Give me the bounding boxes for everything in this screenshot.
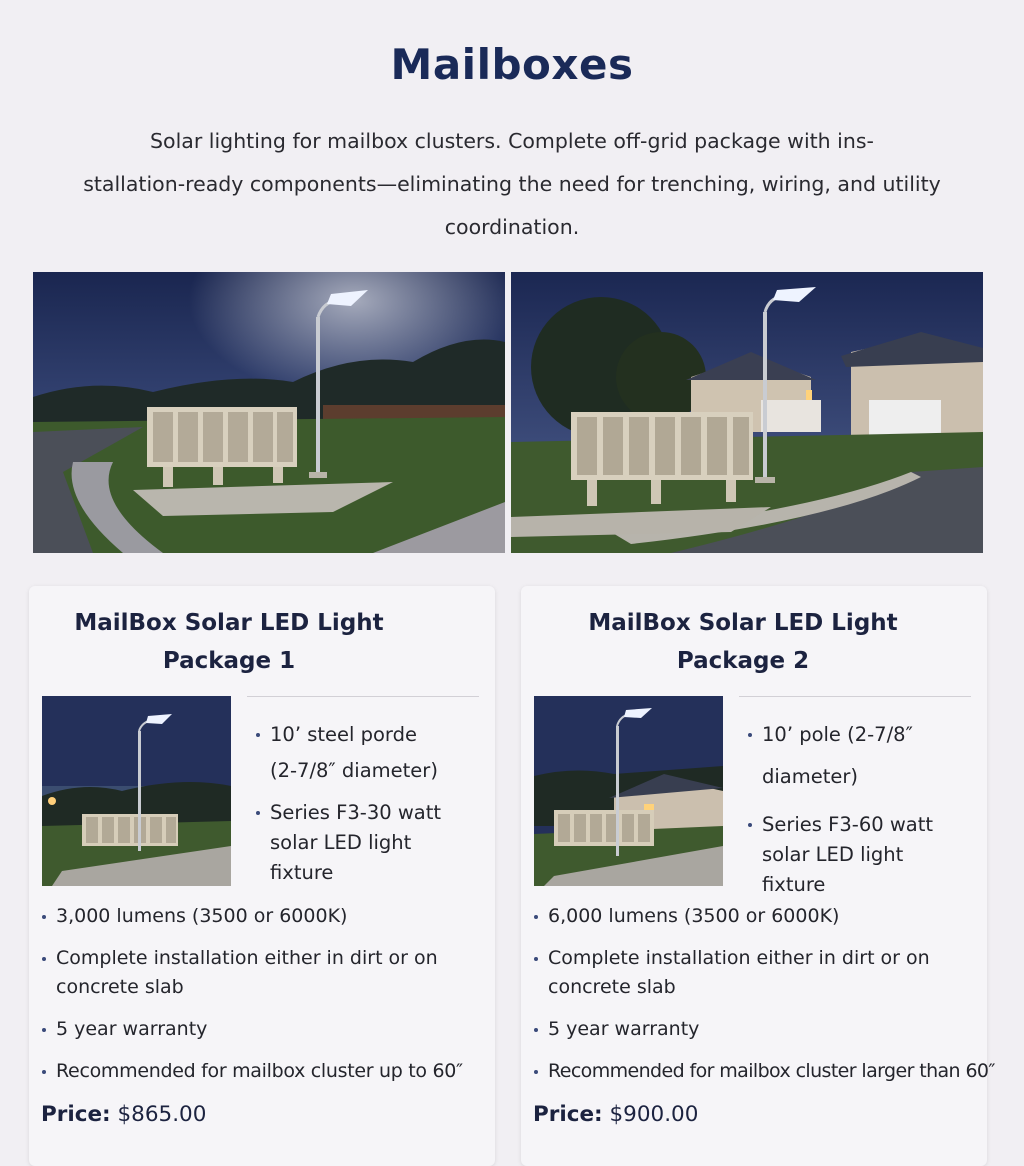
price xyxy=(533,1102,698,1127)
package-title-line1: MailBox Solar LED Light xyxy=(74,610,384,636)
feature-item: 10’ steel porde xyxy=(254,714,486,756)
feature-item: Series F3-60 watt xyxy=(746,810,978,840)
price-value: $900.00 xyxy=(609,1102,699,1127)
feature-item: 5 year warranty xyxy=(532,1015,1002,1044)
feature-item: concrete slab xyxy=(56,976,184,998)
feature-item: concrete slab xyxy=(548,976,676,998)
package-card-1 xyxy=(29,586,495,1166)
intro-text xyxy=(60,120,964,249)
package-thumbnail xyxy=(42,696,231,886)
feature-item: 10’ pole (2-7/8″ xyxy=(746,714,978,756)
feature-item: diameter) xyxy=(762,765,859,788)
package-title-line2: Package 2 xyxy=(676,648,810,674)
divider xyxy=(247,696,479,697)
feature-item: Series F3-30 watt xyxy=(254,798,486,828)
feature-item: fixture xyxy=(762,873,826,896)
feature-list xyxy=(40,902,510,1099)
feature-item: Recommended for mailbox cluster up to 60″ xyxy=(40,1057,510,1086)
feature-item: Recommended for mailbox cluster larger than 60″ xyxy=(532,1057,1002,1086)
feature-item: fixture xyxy=(270,861,334,884)
feature-item: Complete installation either in dirt or on xyxy=(40,944,510,973)
side-feature-list xyxy=(746,714,978,900)
page-title: Mailboxes xyxy=(390,40,634,89)
package-title-line2: Package 1 xyxy=(162,648,296,674)
divider xyxy=(739,696,971,697)
hero-image-neighborhood xyxy=(511,272,983,553)
feature-item: 6,000 lumens (3500 or 6000K) xyxy=(532,902,1002,931)
intro-line: coordination. xyxy=(444,215,580,239)
feature-item: solar LED light xyxy=(762,843,904,866)
feature-item: 3,000 lumens (3500 or 6000K) xyxy=(40,902,510,931)
feature-item: 5 year warranty xyxy=(40,1015,510,1044)
feature-item: (2-7/8″ diameter) xyxy=(270,759,438,782)
side-feature-list xyxy=(254,714,486,888)
hero-image-park xyxy=(33,272,505,553)
package-thumbnail xyxy=(534,696,723,886)
intro-line: Solar lighting for mailbox clusters. Complete off-grid package with ins- xyxy=(150,129,874,153)
price-label: Price: xyxy=(41,1102,111,1127)
price-label: Price: xyxy=(533,1102,603,1127)
package-title-line1: MailBox Solar LED Light xyxy=(588,610,898,636)
price xyxy=(41,1102,206,1127)
price-value: $865.00 xyxy=(117,1102,207,1127)
package-card-2 xyxy=(521,586,995,1166)
feature-list xyxy=(532,902,1002,1099)
feature-item: Complete installation either in dirt or on xyxy=(532,944,1002,973)
intro-line: stallation-ready components—eliminating the need for trenching, wiring, and utility xyxy=(83,172,941,196)
feature-item: solar LED light xyxy=(270,831,412,854)
package-title xyxy=(543,604,943,680)
package-title xyxy=(29,604,429,680)
